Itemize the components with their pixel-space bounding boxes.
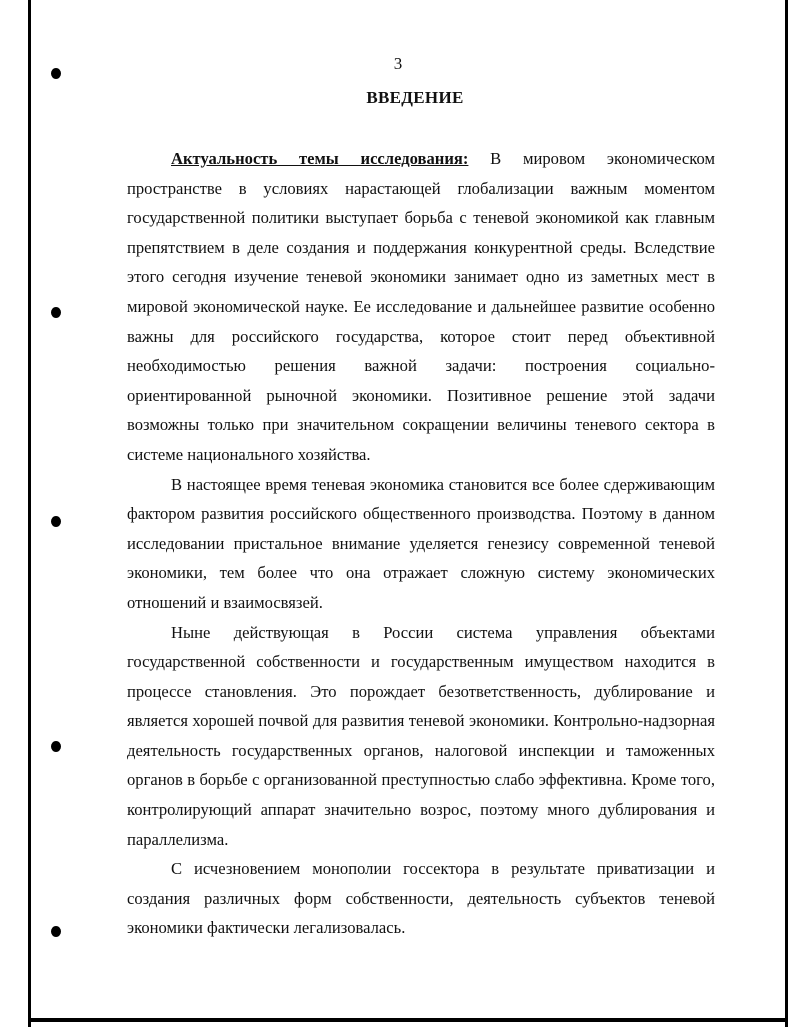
- binder-hole-dot: [51, 516, 61, 527]
- body-text: [127, 144, 715, 943]
- paragraph: С исчезновением монополии госсектора в результате приватизации и создания различных форм собственности, деятельность субъектов теневой экономики фактически легализовалась.: [127, 859, 715, 938]
- page-border-right: [785, 0, 788, 1027]
- paragraph: Ныне действующая в России система управления объектами государственной собственности и государственным имуществом находится в процессе становления. Это порождает безответственность, дублирование и является хорошей почвой для развития теневой экономики. Контрольно-надзорная деятельность государственных органов, налоговой инспекции и таможенных органов в борьбе с организованной преступностью слабо эффективна. Кроме того, контролирующий аппарат значительно возрос, поэтому много дублирования и параллелизма.: [127, 622, 715, 849]
- binder-hole-dot: [51, 307, 61, 318]
- page-border-bottom: [28, 1018, 788, 1022]
- paragraph: В настоящее время теневая экономика становится все более сдерживающим фактором развития российского общественного производства. Поэтому в данном исследовании пристальное внимание уделяется генезису современной теневой экономики, тем более что она отражает сложную систему экономических отношений и взаимосвязей.: [127, 474, 715, 612]
- page-border-left: [28, 0, 31, 1027]
- relevance-heading: Актуальность темы исследования:: [171, 149, 469, 168]
- paragraph-relevance: [127, 144, 715, 470]
- binder-hole-dot: [51, 926, 61, 937]
- page-number: 3: [393, 54, 403, 73]
- binder-hole-dot: [51, 741, 61, 752]
- paragraph-text: В мировом экономическом пространстве в условиях нарастающей глобализации важным моментом государственной политики выступает борьба с теневой экономикой как главным препятствием в деле создания и поддержания конкурентной среды. Вследствие этого сегодня изучение теневой экономики занимает одно из заметных мест в мировой экономической науке. Ее исследование и дальнейшее развитие особенно важны для российского государства, которое стоит перед объективной необходимостью решения важной задачи: построения социально-ориентированной рыночной экономики. Позитивное решение этой задачи возможны только при значительном сокращении величины теневого сектора в системе национального хозяйства.: [127, 149, 715, 464]
- section-title: ВВЕДЕНИЕ: [366, 88, 464, 107]
